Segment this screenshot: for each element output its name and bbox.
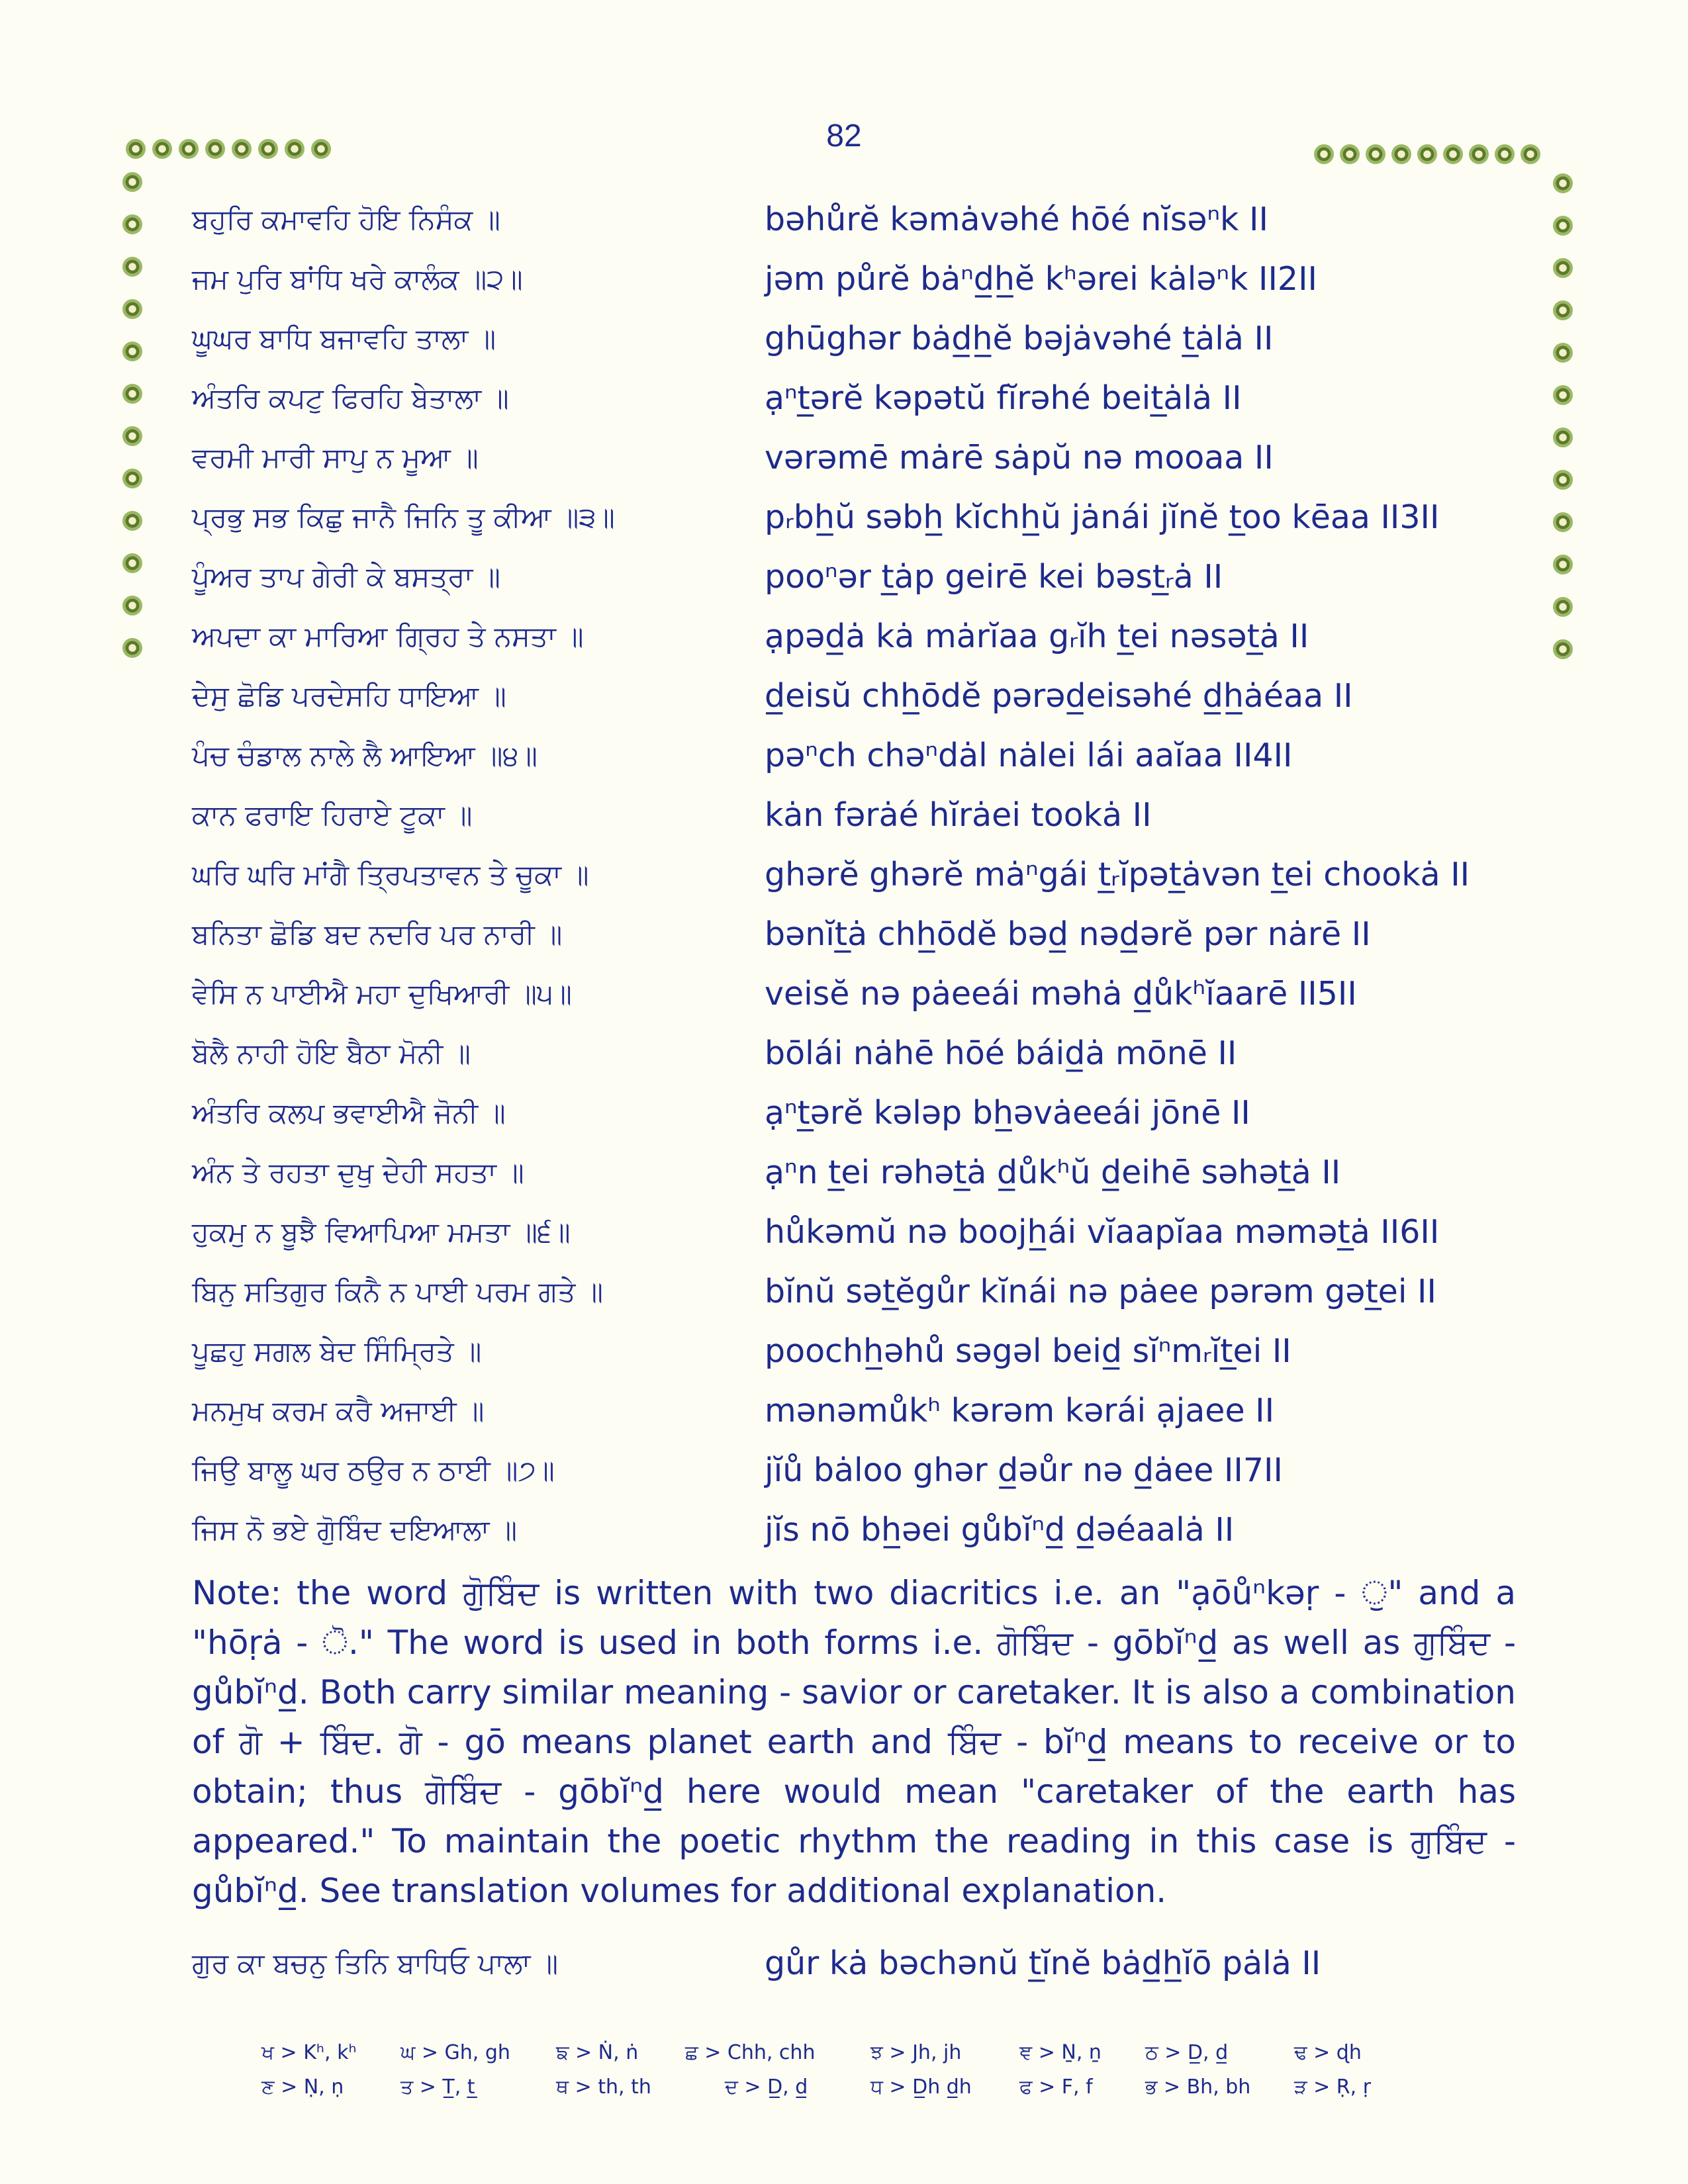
verse-transliteration: jəm půrĕ bȧⁿd̲h̲ĕ kʰərei kȧləⁿk II2II bbox=[765, 260, 1317, 298]
verse-gurmukhi: ਜਮ ਪੁਰਿ ਬਾਂਧਿ ਖਰੇ ਕਾਲੰਕ ॥੨॥ bbox=[192, 263, 523, 295]
verse-gurmukhi: ਅੰਤਰਿ ਕਪਟੁ ਫਿਰਹਿ ਬੇਤਾਲਾ ॥ bbox=[192, 382, 509, 414]
verse-transliteration: ghūghər bȧd̲h̲ĕ bəjȧvəhé t̲ȧlȧ II bbox=[765, 320, 1274, 357]
flower-ornament-icon bbox=[1340, 144, 1360, 164]
verse-transliteration: kȧn fərȧé hĭrȧei tookȧ II bbox=[765, 796, 1152, 834]
verse-gurmukhi: ਜਿਸ ਨੋ ਭਏ ਗੁੋਬਿੰਦ ਦਇਆਲਾ ॥ bbox=[192, 1514, 518, 1546]
verse-row bbox=[0, 258, 1688, 318]
verse-transliteration: jĭů bȧloo ghər d̲əůr nə d̲ȧee II7II bbox=[765, 1451, 1283, 1489]
flower-ornament-icon bbox=[152, 139, 172, 159]
flower-ornament-icon bbox=[1366, 144, 1385, 164]
flower-ornament-icon bbox=[205, 139, 225, 159]
legend-item: ਥ > th, th bbox=[556, 2075, 651, 2099]
verse-transliteration: d̲eisŭ chh̲ōdĕ pərəd̲eisəhé d̲h̲ȧéaa II bbox=[765, 677, 1353, 715]
legend-item: ਦ > D̲, d̲ bbox=[725, 2075, 808, 2099]
legend-item: ਞ > Ṉ, ṉ bbox=[1019, 2041, 1102, 2064]
verse-row bbox=[0, 318, 1688, 377]
verse-row bbox=[0, 1152, 1688, 1211]
flower-ornament-icon bbox=[1469, 144, 1489, 164]
verse-transliteration: hůkəmŭ nə boojh̲ái vĭaapĭaa məmət̲ȧ II6II bbox=[765, 1213, 1440, 1251]
verse-row bbox=[0, 615, 1688, 675]
verse-transliteration: ạⁿt̲ərĕ kələp bh̲əvȧeeái jōnē II bbox=[765, 1094, 1250, 1132]
verse-gurmukhi: ਦੇਸੁ ਛੋਡਿ ਪਰਦੇਸਹਿ ਧਾਇਆ ॥ bbox=[192, 680, 506, 712]
verse-gurmukhi: ਅੰਨ ਤੇ ਰਹਤਾ ਦੁਖੁ ਦੇਹੀ ਸਹਤਾ ॥ bbox=[192, 1156, 524, 1189]
legend-item: ਛ > Chh, chh bbox=[685, 2041, 816, 2064]
verse-row bbox=[0, 199, 1688, 258]
flower-ornament-icon bbox=[258, 139, 278, 159]
verse-transliteration: pᵣbh̲ŭ səbh̲ kĭchh̲ŭ jȧnái jĭnĕ t̲oo kēaa II3II bbox=[765, 498, 1440, 536]
verse-gurmukhi: ਹੁਕਮੁ ਨ ਬੂਝੈ ਵਿਆਪਿਆ ਮਮਤਾ ॥੬॥ bbox=[192, 1216, 571, 1248]
flower-ornament-icon bbox=[1443, 144, 1463, 164]
flower-ornament-icon bbox=[1553, 173, 1573, 193]
flower-ornament-icon bbox=[285, 139, 305, 159]
legend-item: ਘ > Gh, gh bbox=[400, 2041, 510, 2064]
verse-gurmukhi: ਪੂੰਅਰ ਤਾਪ ਗੇਰੀ ਕੇ ਬਸਤ੍ਰਾ ॥ bbox=[192, 561, 500, 593]
verse-row bbox=[0, 1211, 1688, 1271]
legend-item: ਝ > Jh, jh bbox=[870, 2041, 962, 2064]
verse-row bbox=[0, 1092, 1688, 1152]
flower-ornament-icon bbox=[1521, 144, 1540, 164]
verse-transliteration: pəⁿch chəⁿdȧl nȧlei lái aaĭaa II4II bbox=[765, 737, 1293, 774]
verse-gurmukhi: ਘੂਘਰ ਬਾਧਿ ਬਜਾਵਹਿ ਤਾਲਾ ॥ bbox=[192, 322, 496, 355]
verse-transliteration: bəhůrĕ kəmȧvəhé hōé nĭsəⁿk II bbox=[765, 201, 1268, 238]
verse-gurmukhi: ਪ੍ਰਭੁ ਸਭ ਕਿਛੁ ਜਾਨੈ ਜਿਨਿ ਤੂ ਕੀਆ ॥੩॥ bbox=[192, 501, 615, 533]
verse-gurmukhi: ਵਰਮੀ ਮਾਰੀ ਸਾਪੁ ਨ ਮੂਆ ॥ bbox=[192, 441, 479, 474]
flower-ornament-icon bbox=[1495, 144, 1515, 164]
legend-item: ਣ > Ṇ, ṇ bbox=[261, 2075, 344, 2099]
verse-row bbox=[0, 854, 1688, 913]
legend-item: ਖ > Kʰ, kʰ bbox=[261, 2041, 357, 2064]
verse-transliteration: ghərĕ ghərĕ mȧⁿgái t̲ᵣĭpət̲ȧvən t̲ei chookȧ II bbox=[765, 856, 1470, 893]
legend-item: ਠ > D̲, d̲ bbox=[1145, 2041, 1229, 2064]
verse-transliteration: ạⁿn t̲ei rəhət̲ȧ d̲ůkʰŭ d̲eihē səhət̲ȧ II bbox=[765, 1154, 1341, 1191]
verse-transliteration: veisĕ nə pȧeeái məhȧ d̲ůkʰĭaarē II5II bbox=[765, 975, 1357, 1013]
verse-transliteration: bĭnŭ sət̲ĕgůr kĭnái nə pȧee pərəm gət̲ei II bbox=[765, 1273, 1436, 1310]
verse-row bbox=[0, 1271, 1688, 1330]
flower-ornament-icon bbox=[126, 139, 146, 159]
verse-transliteration: ạⁿt̲ərĕ kəpətŭ fĭrəhé beit̲ȧlȧ II bbox=[765, 379, 1242, 417]
verse-row bbox=[0, 973, 1688, 1032]
verse-row bbox=[0, 1032, 1688, 1092]
verse-gurmukhi: ਅੰਤਰਿ ਕਲਪ ਭਵਾਈਐ ਜੋਨੀ ॥ bbox=[192, 1097, 506, 1129]
verse-transliteration: ạpəd̲ȧ kȧ mȧrĭaa gᵣĭh t̲ei nəsət̲ȧ II bbox=[765, 617, 1309, 655]
verse-gurmukhi: ਮਨਮੁਖ ਕਰਮ ਕਰੈ ਅਜਾਈ ॥ bbox=[192, 1394, 485, 1427]
verse-row bbox=[0, 437, 1688, 496]
flower-ornament-icon bbox=[179, 139, 199, 159]
verse-row bbox=[0, 377, 1688, 437]
verse-transliteration: jĭs nō bh̲əei gůbĭⁿd̲ d̲əéaalȧ II bbox=[765, 1511, 1235, 1549]
flower-ornament-icon bbox=[1417, 144, 1437, 164]
verse-gurmukhi: ਬਹੁਰਿ ਕਮਾਵਹਿ ਹੋਇ ਨਿਸੰਕ ॥ bbox=[192, 203, 500, 236]
verse-gurmukhi: ਵੇਸਿ ਨ ਪਾਈਐ ਮਹਾ ਦੁਖਿਆਰੀ ॥੫॥ bbox=[192, 978, 572, 1010]
verse-gurmukhi: ਪੂਛਹੁ ਸਗਲ ਬੇਦ ਸਿੰਮ੍ਰਿਤੇ ॥ bbox=[192, 1335, 482, 1367]
verse-gurmukhi: ਕਾਨ ਫਰਾਇ ਹਿਰਾਏ ਟੂਕਾ ॥ bbox=[192, 799, 473, 831]
verse-transliteration: bōlái nȧhē hōé báid̲ȧ mōnē II bbox=[765, 1034, 1237, 1072]
verse-row bbox=[0, 1449, 1688, 1509]
verse-gurmukhi: ਬਨਿਤਾ ਛੋਡਿ ਬਦ ਨਦਰਿ ਪਰ ਨਾਰੀ ॥ bbox=[192, 918, 563, 950]
legend-item: ਙ > Ṅ, ṅ bbox=[556, 2041, 639, 2064]
legend-item: ੜ > Ṛ, ṛ bbox=[1294, 2075, 1372, 2099]
verse-row bbox=[0, 1509, 1688, 1569]
verse-gurmukhi: ਬਿਨੁ ਸਤਿਗੁਰ ਕਿਨੈ ਨ ਪਾਈ ਪਰਮ ਗਤੇ ॥ bbox=[192, 1275, 604, 1308]
verse-row bbox=[0, 913, 1688, 973]
verse-gurmukhi: ਜਿਉ ਬਾਲੂ ਘਰ ਠਉਰ ਨ ਠਾਈ ॥੭॥ bbox=[192, 1454, 555, 1486]
legend-item: ਫ > F, f bbox=[1019, 2075, 1093, 2099]
legend-item: ਤ > T̲, t̲ bbox=[400, 2075, 475, 2099]
flower-ornament-icon bbox=[122, 172, 142, 192]
verse-row bbox=[0, 1330, 1688, 1390]
verse-row bbox=[0, 556, 1688, 615]
flower-ornament-icon bbox=[1314, 144, 1334, 164]
legend-row bbox=[261, 2038, 1585, 2068]
verse-row bbox=[0, 794, 1688, 854]
verse-gurmukhi: ਅਪਦਾ ਕਾ ਮਾਰਿਆ ਗ੍ਰਿਹ ਤੇ ਨਸਤਾ ॥ bbox=[192, 620, 584, 653]
page-number: 82 bbox=[826, 118, 862, 154]
verse-gurmukhi: ਘਰਿ ਘਰਿ ਮਾਂਗੈ ਤ੍ਰਿਪਤਾਵਨ ਤੇ ਚੂਕਾ ॥ bbox=[192, 858, 589, 891]
legend-item: ਧ > D̲h d̲h bbox=[870, 2075, 972, 2099]
verse-row bbox=[0, 496, 1688, 556]
verse-gurmukhi: ਬੋਲੈ ਨਾਹੀ ਹੋਇ ਬੈਠਾ ਮੋਨੀ ॥ bbox=[192, 1037, 471, 1069]
legend-item: ਢ > ɖh bbox=[1294, 2041, 1362, 2064]
explanatory-note: Note: the word ਗੁੋਬਿੰਦ is written with two diacritics i.e. an "ạōůⁿkəṛ - ੁ" and a "hōṛȧ - ੋ." The word is used in both forms i.e. ਗੋਬਿੰਦ - gōbĭⁿd̲ as well as ਗੁਬਿੰਦ - gůbĭⁿd̲. Both carry similar meaning - savior or caretaker. It is also a combination of ਗੋ + ਬਿੰਦ. ਗੋ - gō means planet earth and ਬਿੰਦ - bĭⁿd̲ means to receive or to obtain; thus ਗੋਬਿੰਦ - gōbĭⁿd̲ here would mean "caretaker of the earth has appeared." To maintain the poetic rhythm the reading in this case is ਗੁਬਿੰਦ - gůbĭⁿd̲. See translation volumes for additional explanation. bbox=[192, 1574, 1516, 1910]
verse-transliteration: bənĭt̲ȧ chh̲ōdĕ bəd̲ nəd̲ərĕ pər nȧrē II bbox=[765, 915, 1371, 953]
verse-transliteration: pooⁿər t̲ȧp geirē kei bəst̲ᵣȧ II bbox=[765, 558, 1223, 596]
flower-ornament-icon bbox=[1391, 144, 1411, 164]
verse-row bbox=[0, 1390, 1688, 1449]
flower-ornament-icon bbox=[311, 139, 331, 159]
verse-gurmukhi: ਪੰਚ ਚੰਡਾਲ ਨਾਲੇ ਲੈ ਆਇਆ ॥੪॥ bbox=[192, 739, 538, 772]
verse-transliteration: gůr kȧ bəchənŭ t̲ĭnĕ bȧd̲h̲ĭō pȧlȧ II bbox=[765, 1944, 1321, 1982]
verse-transliteration: mənəmůkʰ kərəm kərái ạjaee II bbox=[765, 1392, 1275, 1430]
legend-item: ਭ > Bh, bh bbox=[1145, 2075, 1251, 2099]
flower-ornament-icon bbox=[232, 139, 252, 159]
verse-gurmukhi: ਗੁਰ ਕਾ ਬਚਨੁ ਤਿਨਿ ਬਾਧਿਓ ਪਾਲਾ ॥ bbox=[192, 1947, 559, 1979]
legend-row bbox=[261, 2073, 1585, 2102]
verse-transliteration: poochh̲əhů səgəl beid̲ sĭⁿmᵣĭt̲ei II bbox=[765, 1332, 1291, 1370]
verse-row bbox=[0, 735, 1688, 794]
verse-row bbox=[0, 675, 1688, 735]
verse-transliteration: vərəmē mȧrē sȧpŭ nə mooaa II bbox=[765, 439, 1274, 477]
verse-row bbox=[0, 1942, 1688, 2002]
